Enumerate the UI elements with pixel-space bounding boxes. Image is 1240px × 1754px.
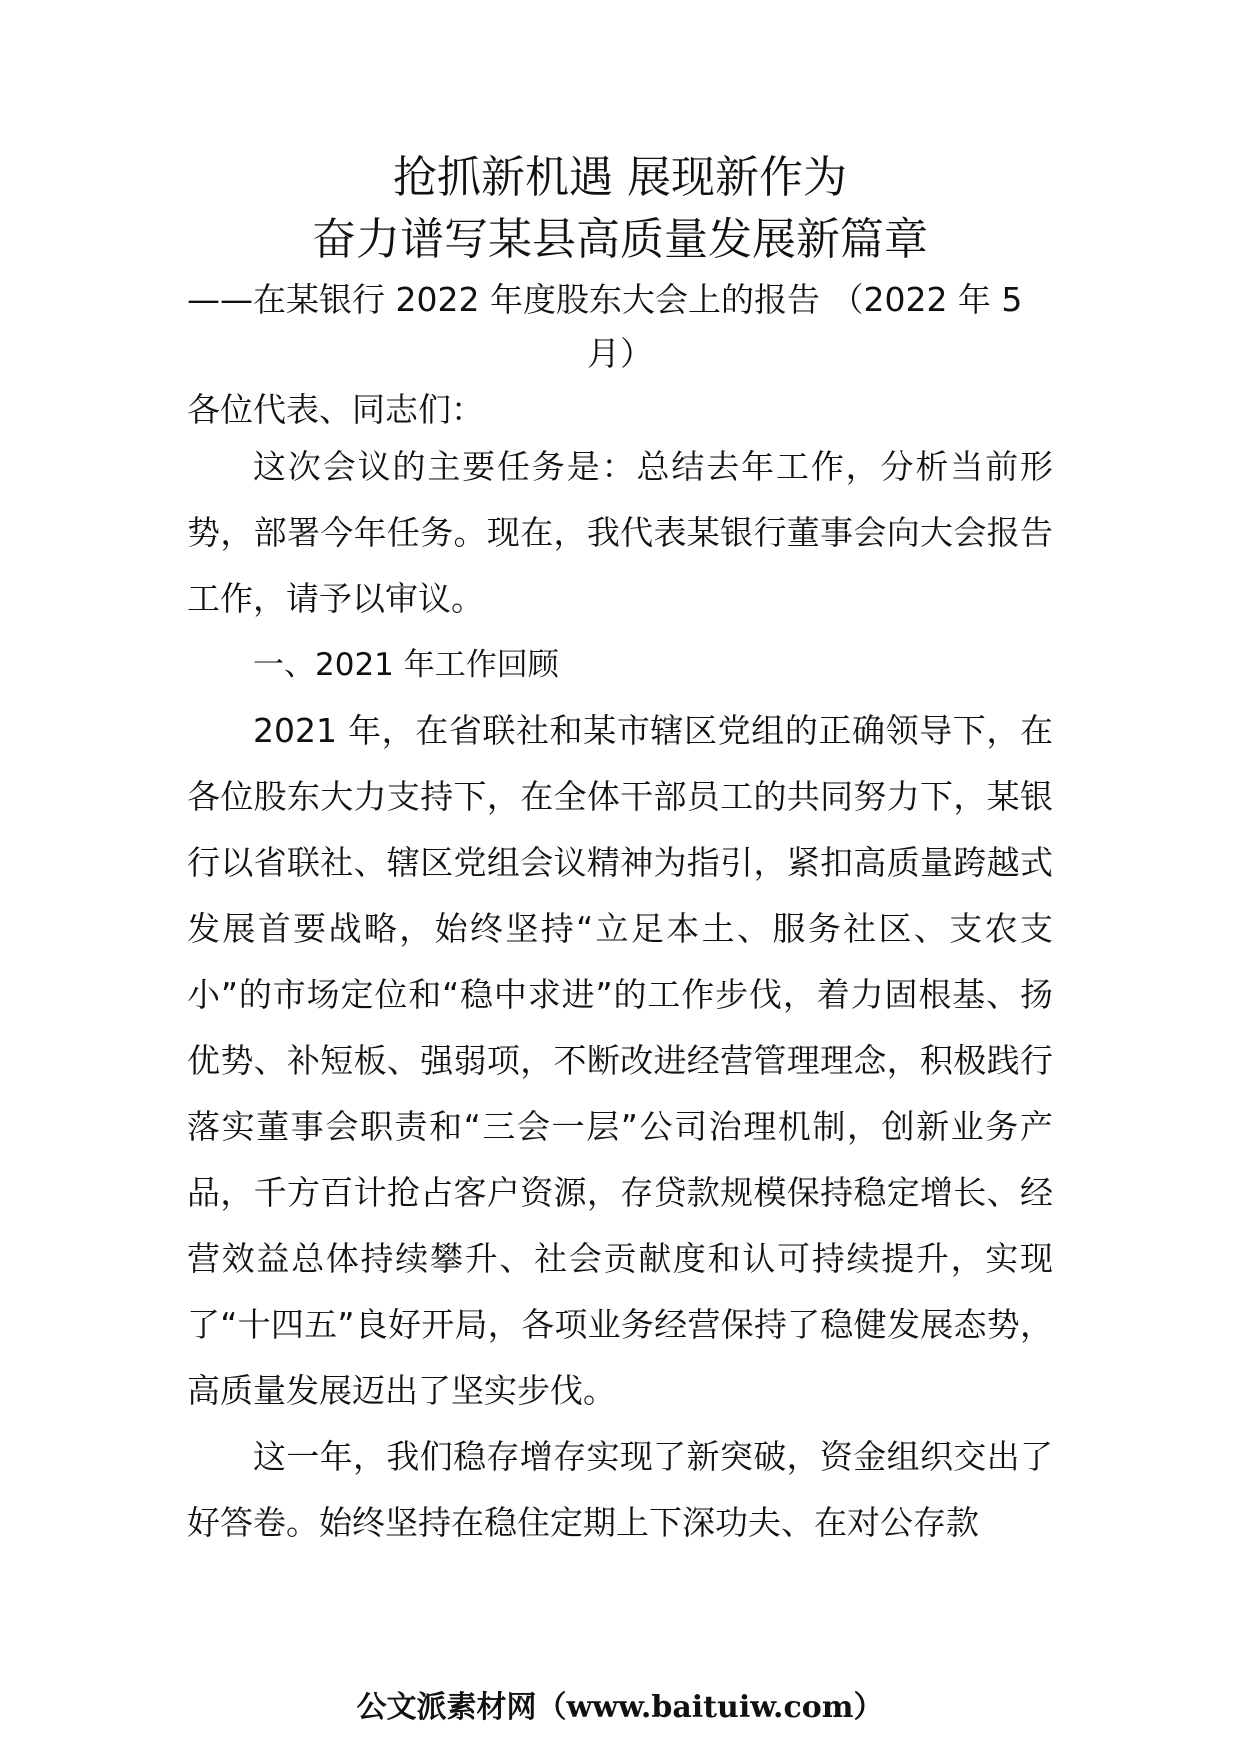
salutation: 各位代表、同志们： <box>187 390 484 429</box>
footer-source: 公文派素材网（www.baituiw.com） <box>356 1690 884 1725</box>
document-title-line-2: 奋力谱写某县高质量发展新篇章 <box>312 214 928 265</box>
paragraph-meeting-purpose: 这次会议的主要任务是：总结去年工作，分析当前形势，部署今年任务。现在，我代表某银行董事会向大会报告工作，请予以审议。 <box>187 447 1053 618</box>
paragraph-deposit-breakthrough: 这一年，我们稳存增存实现了新突破，资金组织交出了好答卷。始终坚持在稳住定期上下深功夫、在对公存款 <box>187 1437 1053 1542</box>
document-subtitle-line-2: 月） <box>587 334 653 373</box>
document-body <box>187 434 1053 1556</box>
section-heading-2021-review: 一、2021 年工作回顾 <box>253 647 559 683</box>
paragraph-2021-summary: 2021 年，在省联社和某市辖区党组的正确领导下，在各位股东大力支持下，在全体干部员工的共同努力下，某银行以省联社、辖区党组会议精神为指引，紧扣高质量跨越式发展首要战略，始终坚持“立足本土、服务社区、支农支小”的市场定位和“稳中求进”的工作步伐，着力固根基、扬优势、补短板、强弱项，不断改进经营管理理念，积极践行落实董事会职责和“三会一层”公司治理机制，创新业务产品，千方百计抢占客户资源，存贷款规模保持稳定增长、经营效益总体持续攀升、社会贡献度和认可持续提升，实现了“十四五”良好开局，各项业务经营保持了稳健发展态势，高质量发展迈出了坚实步伐。 <box>187 711 1053 1410</box>
document-title-line-1: 抢抓新机遇 展现新作为 <box>393 152 847 203</box>
document-subtitle-line-1: ——在某银行 2022 年度股东大会上的报告 （2022 年 5 <box>187 280 1023 319</box>
